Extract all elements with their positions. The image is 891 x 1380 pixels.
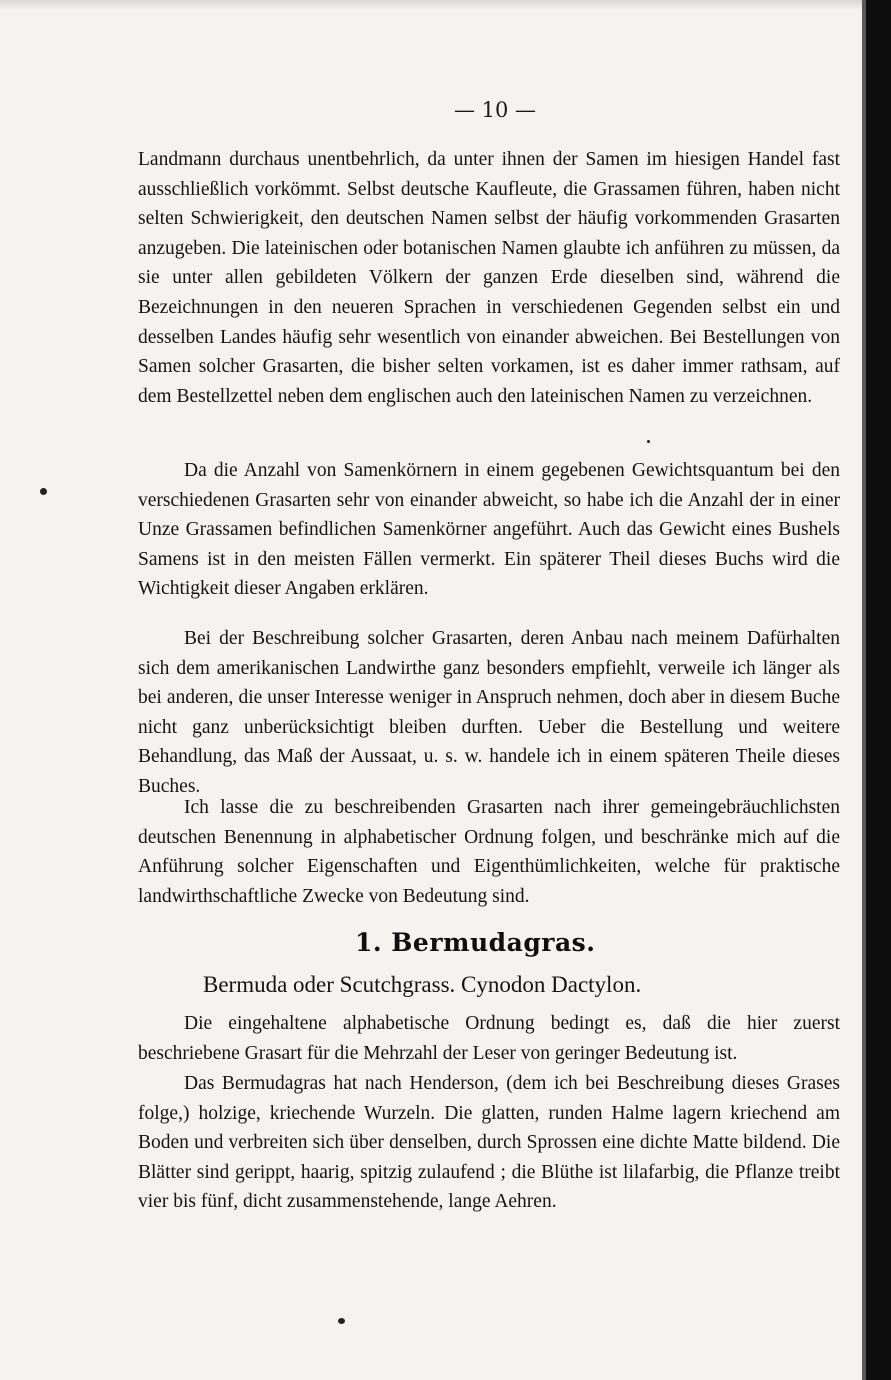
section-subtitle: Bermuda oder Scutchgrass. Cynodon Dactylon. xyxy=(203,972,642,997)
scan-border xyxy=(862,0,891,1380)
ink-speck xyxy=(647,440,650,443)
page-top-shadow xyxy=(0,0,862,10)
paragraph-ordering: Ich lasse die zu beschreibenden Grasarten nach ihrer gemeingebräuchlichsten deutschen Benennung in alphabetischer Ordnung folgen, und beschränke mich auf die Anführung solcher Eigenschaften und Eigenthümlichkeiten, welche für praktische landwirthschaftliche Zwecke von Bedeutung sind. xyxy=(138,797,840,907)
page-number: — 10 — xyxy=(453,98,537,122)
ink-speck xyxy=(40,488,47,495)
paragraph-description-scope: Bei der Beschreibung solcher Grasarten, deren Anbau nach meinem Dafürhalten sich dem amerikanischen Landwirthe ganz besonders empfiehlt, verweile ich länger als bei anderen, die unser Interesse weniger in Anspruch nehmen, doch aber in diesem Buche nicht ganz unberücksichtigt bleiben durften. Ueber die Bestellung und weitere Behandlung, das Maß der Aussaat, u. s. w. handele ich in einem späteren Theile dieses Buches. xyxy=(138,628,840,797)
paragraph-seed-count: Da die Anzahl von Samenkörnern in einem gegebenen Gewichtsquantum bei den verschiedenen Grasarten sehr von einander abweicht, so habe ich die Anzahl der in einer Unze Grassamen befindlichen Samenkörner angeführt. Auch das Gewicht eines Bushels Samens ist in den meisten Fällen vermerkt. Ein späterer Theil dieses Buchs wird die Wichtigkeit dieser Angaben erklären. xyxy=(138,460,840,600)
ink-speck xyxy=(338,1318,345,1324)
paragraph-continuation: Landmann durchaus unentbehrlich, da unter ihnen der Samen im hiesigen Handel fast ausschließlich vorkömmt. Selbst deutsche Kaufleute, die Grassamen führen, haben nicht selten Schwierigkeit, den deutschen Namen selbst der häufig vorkommenden Grasarten anzugeben. Die lateinischen oder botanischen Namen glaubte ich anführen zu müssen, da sie unter allen gebildeten Völkern der ganzen Erde dieselben sind, während die Bezeichnungen in den neueren Sprachen in verschiedenen Gegenden selbst ein und desselben Landes häufig sehr wesentlich von einander abweichen. Bei Bestellungen von Samen solcher Grasarten, die bisher selten vorkamen, ist es daher immer rathsam, auf dem Bestellzettel neben dem englischen auch den lateinischen Namen zu verzeichnen. xyxy=(138,149,840,407)
section-paragraph-ordering-note: Die eingehaltene alphabetische Ordnung bedingt es, daß die hier zuerst beschriebene Grasart für die Mehrzahl der Leser von geringer Bedeutung ist. xyxy=(138,1013,840,1064)
section-paragraph-description: Das Bermudagras hat nach Henderson, (dem ich bei Beschreibung dieses Grases folge,) holzige, kriechende Wurzeln. Die glatten, runden Halme lagern kriechend am Boden und verbreiten sich über denselben, durch Sprossen eine dichte Matte bildend. Die Blätter sind gerippt, haarig, spitzig zulaufend ; die Blüthe ist lilafarbig, die Pflanze treibt vier bis fünf, dicht zusammenstehende, lange Aehren. xyxy=(138,1073,840,1213)
section-heading: 1. Bermudagras. xyxy=(355,928,596,957)
